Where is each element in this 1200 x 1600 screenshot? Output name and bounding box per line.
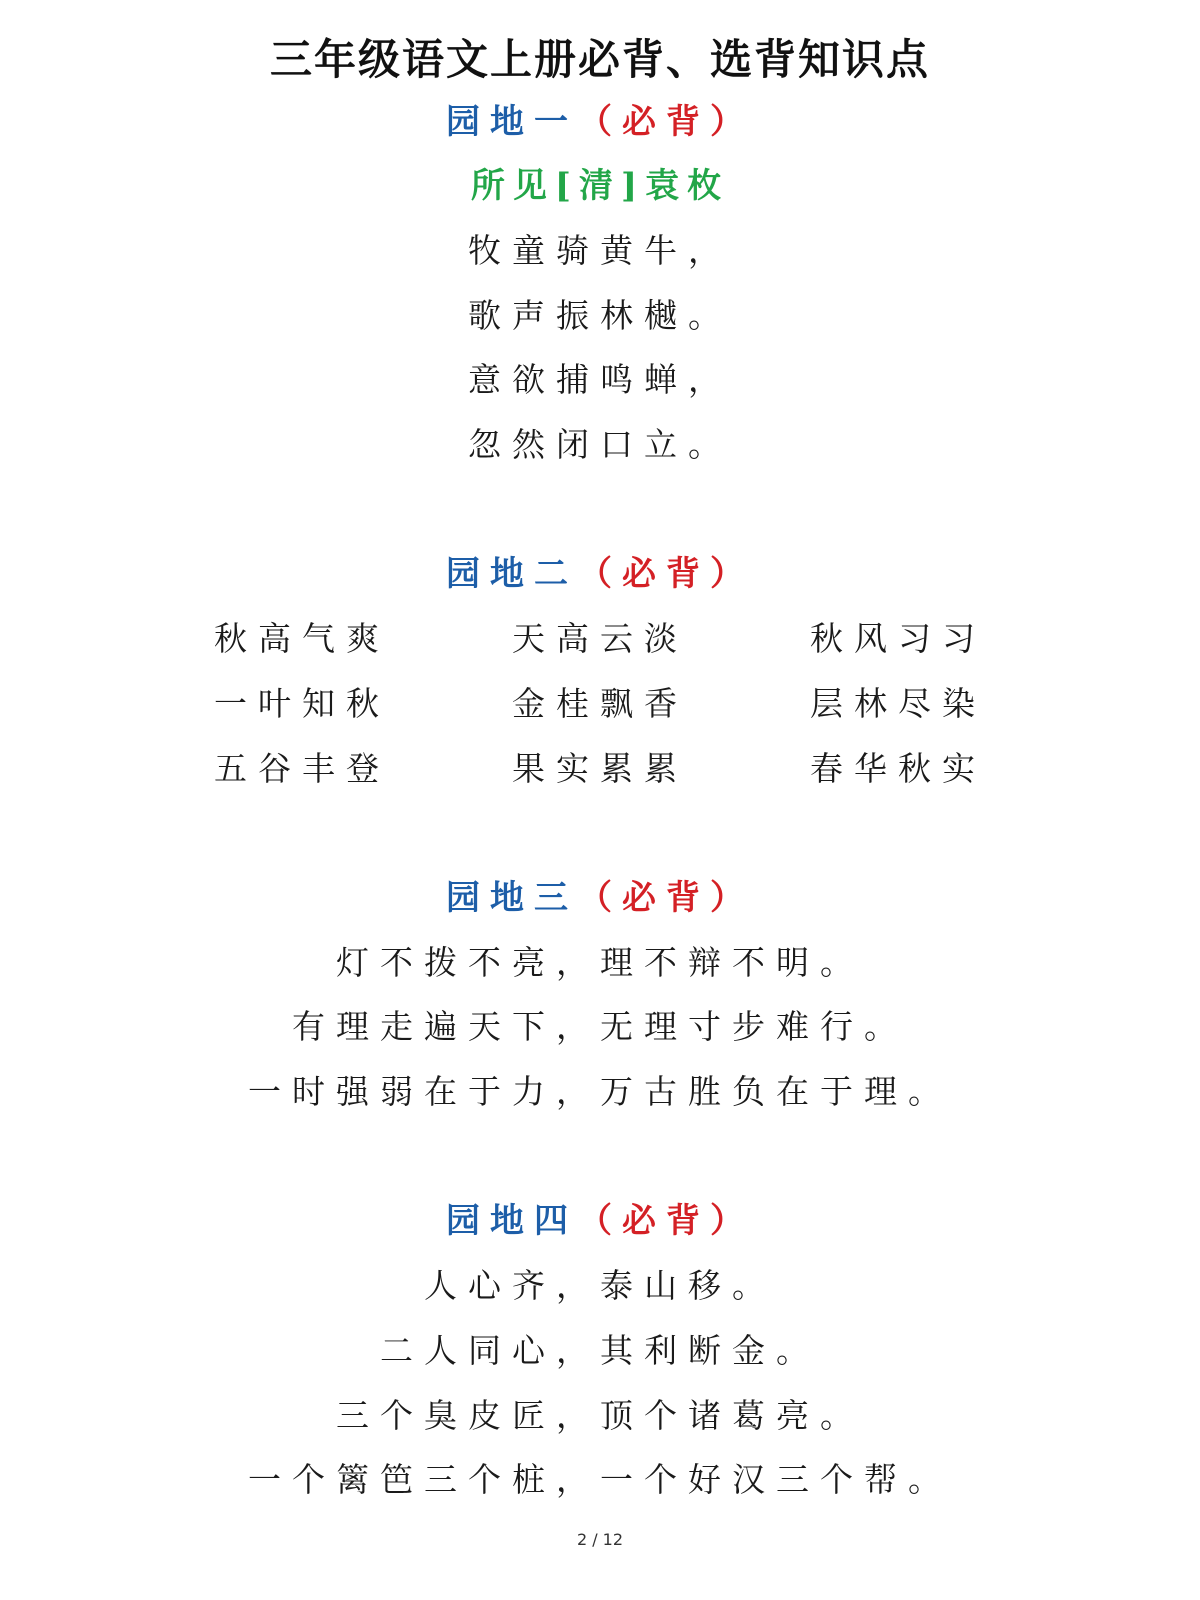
section-heading-4 <box>0 1198 1200 1244</box>
poem-line: 牧童骑黄牛， <box>468 231 732 270</box>
idiom-cell: 五谷丰登 <box>214 749 390 788</box>
idiom-cell: 天高云淡 <box>512 619 688 658</box>
idiom-cell: 秋风习习 <box>810 619 986 658</box>
idiom-cell: 一叶知秋 <box>214 684 390 723</box>
idiom-cell: 春华秋实 <box>810 749 986 788</box>
poem-line: 忽然闭口立。 <box>468 425 732 464</box>
idiom-cell: 果实累累 <box>512 749 688 788</box>
page-title: 三年级语文上册必背、选背知识点 <box>269 35 930 84</box>
idiom-cell: 秋高气爽 <box>214 619 390 658</box>
section-heading-note: （必背） <box>578 878 754 918</box>
poem-line: 意欲捕鸣蝉， <box>468 360 732 399</box>
page-number: 2 / 12 <box>576 1530 624 1549</box>
section-heading-1 <box>0 99 1200 145</box>
saying-line: 一个篱笆三个桩，一个好汉三个帮。 <box>248 1460 952 1499</box>
section-heading-note: （必背） <box>578 1201 754 1241</box>
section-heading-note: （必背） <box>578 102 754 142</box>
saying-line: 有理走遍天下，无理寸步难行。 <box>292 1007 908 1046</box>
saying-line: 一时强弱在于力，万古胜负在于理。 <box>248 1072 952 1111</box>
section-heading-name: 园地四 <box>446 1201 578 1241</box>
section-heading-2 <box>0 551 1200 597</box>
saying-line: 灯不拨不亮，理不辩不明。 <box>336 943 864 982</box>
section-heading-name: 园地三 <box>446 878 578 918</box>
poem-line: 歌声振林樾。 <box>468 296 732 335</box>
section-heading-3 <box>0 875 1200 921</box>
saying-line: 二人同心，其利断金。 <box>380 1331 820 1370</box>
idiom-cell: 金桂飘香 <box>512 684 688 723</box>
section-heading-note: （必背） <box>578 554 754 594</box>
section-heading-name: 园地二 <box>446 554 578 594</box>
idiom-cell: 层林尽染 <box>810 684 986 723</box>
poem-title: 所见[清]袁枚 <box>470 166 730 206</box>
section-heading-name: 园地一 <box>446 102 578 142</box>
saying-line: 三个臭皮匠，顶个诸葛亮。 <box>336 1396 864 1435</box>
saying-line: 人心齐，泰山移。 <box>424 1266 776 1305</box>
